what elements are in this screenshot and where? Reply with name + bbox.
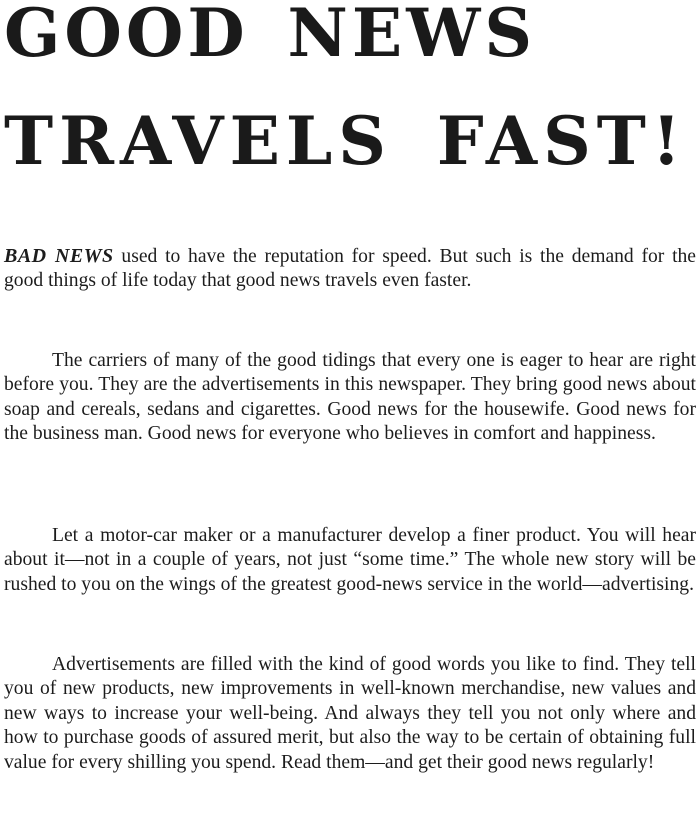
- paragraph-1-lead: BAD NEWS: [4, 245, 114, 267]
- paragraph-4: Advertisements are filled with the kind of good words you like to find. They tell you of new products, new improvements in well-known merchandise, new values and new ways to increase your well-being. And always they tell you not only where and how to purchase goods of assured merit, but also the way to be certain of obtaining full value for every shilling you spend. Read them—and get their good news regularly!: [4, 654, 696, 773]
- paragraph-2: The carriers of many of the good tidings that every one is eager to hear are right before you. They are the advertisements in this newspaper. They bring good news about soap and cereals, sedans and cigarettes. Good news for the housewife. Good news for the business man. Good news for everyone who believes in comfort and happiness.: [4, 350, 696, 445]
- headline-line-2: TRAVELS FAST!: [4, 102, 687, 180]
- paragraph-3: Let a motor-car maker or a manufacturer develop a finer product. You will hear about it—not in a couple of years, not just “some time.” The whole new story will be rushed to you on the wings of the greatest good-news service in the world—advertising.: [4, 525, 696, 595]
- headline-line-1: GOOD NEWS: [4, 0, 536, 72]
- paragraph-1-text: used to have the reputation for speed. But such is the demand for the good things of life today that good news travels even faster.: [4, 246, 697, 292]
- paragraph-1: [4, 244, 696, 294]
